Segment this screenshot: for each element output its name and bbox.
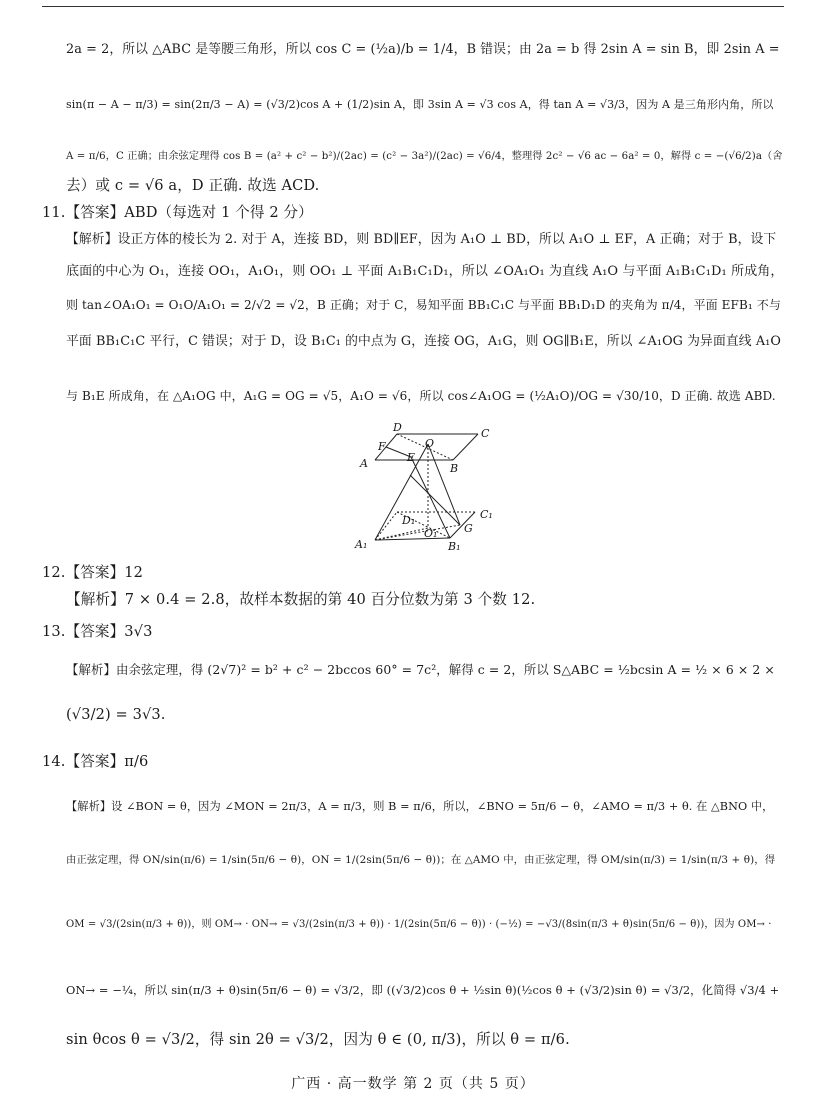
line-text: 【解析】由余弦定理，得 (2√7)² = b² + c² − 2bccos 60° = 7c²，解得 c = 2，所以 S△ABC = ½bcsin A = ½ × 6 × 2 × [66,662,775,677]
text-line-q11-l4 [66,332,781,352]
line-text: 【解析】设 ∠BON = θ，因为 ∠MON = 2π/3，A = π/3，则 B = π/6，所以，∠BNO = 5π/6 − θ，∠AMO = π/3 + θ. 在 △BNO 中， [66,800,774,813]
edge-A1B1 [375,538,450,540]
line-text: 【解析】设正方体的棱长为 2. 对于 A，连接 BD，则 BD∥EF，因为 A₁O ⊥ BD，所以 A₁O ⊥ EF，A 正确；对于 B，设下 [66,232,777,247]
label-C: C [481,427,490,440]
text-line-q14-l2 [66,850,775,870]
text-line-q14-ans [42,752,148,772]
label-A: A [360,457,368,470]
segment-OG [428,444,460,525]
line-text: 与 B₁E 所成角，在 △A₁OG 中，A₁G = OG = √5，A₁O = √6，所以 cos∠A₁OG = (½A₁O)/OG = √30/10，D 正确. 故选 ABD. [66,389,776,403]
text-line-q12-l1 [66,590,535,610]
text-line-q14-l1 [66,797,773,817]
text-line-q11-l5 [66,386,776,406]
line-text: 2a = 2，所以 △ABC 是等腰三角形，所以 cos C = (½a)/b = 1/4，B 错误；由 2a = b 得 2sin A = sin B，即 2sin A = [66,42,780,57]
text-line-q11-l1 [66,230,776,250]
label-G: G [464,522,473,535]
text-line-q14-l4 [66,980,779,1000]
text-line-q11-l3 [66,295,781,315]
text-line-q10-l3 [66,147,783,167]
text-line-q14-l3 [66,915,772,935]
line-text: A = π/6，C 正确；由余弦定理得 cos B = (a² + c² − b²)/(2ac) = (c² − 3a²)/(2ac) = √6/4，整理得 2c² − √6 ac − 6a² = 0，解得 c = −(√6/2)a（舍 [66,151,783,162]
label-O: O [425,437,435,450]
edge-A1D1 [375,512,397,540]
text-line-q13-ans [42,622,152,642]
line-text: 11.【答案】ABD（每选对 1 个得 2 分） [42,204,313,221]
text-line-q12-ans [42,563,143,583]
label-C1: C₁ [480,508,493,521]
line-text: 底面的中心为 O₁，连接 OO₁，A₁O₁，则 OO₁ ⊥ 平面 A₁B₁C₁D₁，所以 ∠OA₁O₁ 为直线 A₁O 与平面 A₁B₁C₁D₁ 所成角， [66,264,784,279]
line-text: ON→ = −¼，所以 sin(π/3 + θ)sin(5π/6 − θ) = √3/2，即 ((√3/2)cos θ + ½sin θ)(½cos θ + (√3/2)sin θ) = √3/2，化简得 √3/4 + [66,983,780,997]
label-F: F [378,440,386,453]
text-line-q13-l1 [66,660,775,680]
line-text: sin(π − A − π/3) = sin(2π/3 − A) = (√3/2)cos A + (1/2)sin A，即 3sin A = √3 cos A，得 tan A = √3/3，因为 A 是三角形内角，所以 [66,98,774,111]
cube-figure [350,420,500,553]
text-line-q11-l2 [66,262,784,282]
label-B: B [450,462,459,475]
line-text: 去）或 c = √6 a，D 正确. 故选 ACD. [66,177,320,194]
line-text: 则 tan∠OA₁O₁ = O₁O/A₁O₁ = 2/√2 = √2，B 正确；对于 C，易知平面 BB₁C₁C 与平面 BB₁D₁D 的夹角为 π/4，平面 EFB₁ 不与 [66,298,781,312]
line-text: 平面 BB₁C₁C 平行，C 错误；对于 D，设 B₁C₁ 的中点为 G，连接 OG，A₁G，则 OG∥B₁E，所以 ∠A₁OG 为异面直线 A₁O [66,334,781,349]
line-text: 由正弦定理，得 ON/sin(π/6) = 1/sin(5π/6 − θ)，ON = 1/(2sin(5π/6 − θ))；在 △AMO 中，由正弦定理，得 OM/sin(π/3) = 1/sin(π/3 + θ)，得 [66,854,776,866]
line-text: OM = √3/(2sin(π/3 + θ))，则 OM→ · ON→ = √3/(2sin(π/3 + θ)) · 1/(2sin(5π/6 − θ)) · (−½) = −√3/(8sin(π/3 + θ)sin(5π/6 − θ))，因为 OM→ · [66,919,772,930]
label-D1: D₁ [402,514,416,527]
text-line-q13-l2 [66,705,166,725]
line-text: 12.【答案】12 [42,564,144,581]
text-line-q10-l4 [66,176,319,196]
line-text: 14.【答案】π/6 [42,753,149,770]
text-line-q10-l2 [66,95,774,115]
label-B1: B₁ [448,540,461,553]
label-O1: O₁ [424,527,438,540]
cube-diagram [350,420,500,553]
segment-EG [410,475,460,525]
label-E: E [407,451,416,464]
line-text: 【解析】7 × 0.4 = 2.8，故样本数据的第 40 百分位数为第 3 个数 12. [66,591,536,608]
line-text: sin θcos θ = √3/2，得 sin 2θ = √3/2，因为 θ ∈ (0, π/3)，所以 θ = π/6. [66,1031,570,1048]
label-D: D [393,421,402,434]
text-line-q10-l1 [66,40,780,60]
edge-CB [453,434,478,460]
top-rule [42,6,784,7]
page-footer: 广西 · 高一数学 第 2 页（共 5 页） [291,1076,535,1092]
text-line-q14-l5 [66,1030,570,1050]
line-text: 13.【答案】3√3 [42,623,153,640]
line-text: (√3/2) = 3√3. [66,706,166,723]
label-A1: A₁ [355,538,368,551]
segment-EB1 [411,457,450,538]
text-line-q11-ans [42,203,313,223]
